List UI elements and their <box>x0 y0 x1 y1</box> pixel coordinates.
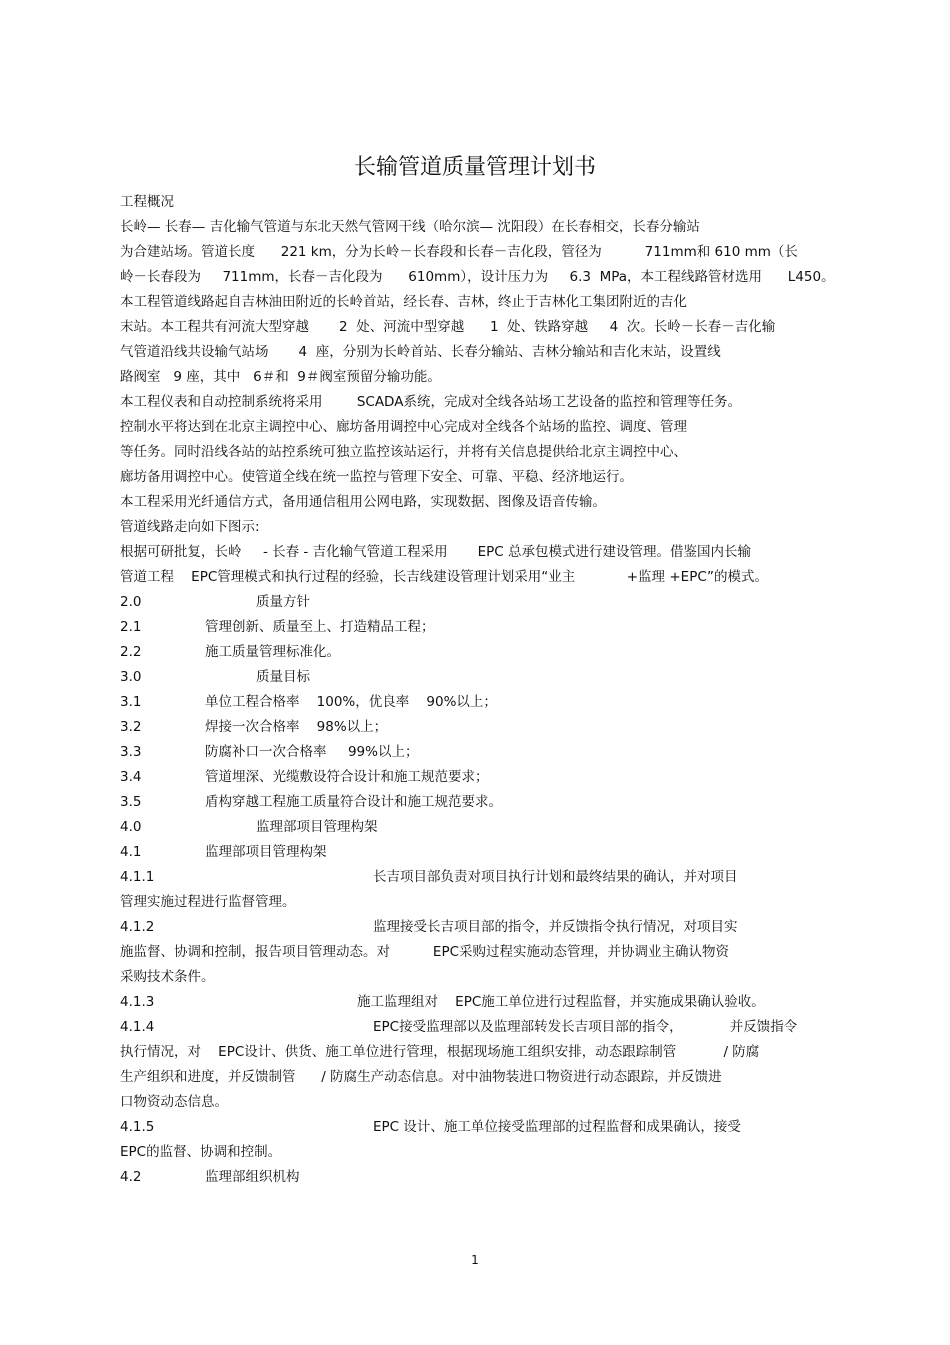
paragraph-line: 口物资动态信息。 <box>120 1094 228 1110</box>
paragraph-line: 等任务。同时沿线各站的站控系统可独立监控该站运行，并将有关信息提供给北京主调控中心、 <box>120 444 687 460</box>
section-number: 3.2 <box>120 719 142 735</box>
section-heading: 管道埋深、光缆敷设符合设计和施工规范要求； <box>205 769 489 785</box>
subsection-text: 监理接受长吉项目部的指令，并反馈指令执行情况，对项目实 <box>373 919 738 935</box>
section-heading: 质量目标 <box>256 669 310 685</box>
section-number: 4.0 <box>120 819 142 835</box>
paragraph-line: 根据可研批复，长岭 - 长春 - 吉化输气管道工程采用 EPC 总承包模式进行建设管理。借鉴国内长输 <box>120 544 751 560</box>
section-number: 2.0 <box>120 594 142 610</box>
paragraph-line: 管道线路走向如下图示: <box>120 519 260 535</box>
section-number: 3.1 <box>120 694 142 710</box>
section-heading: 单位工程合格率 100%，优良率 90%以上； <box>205 694 497 710</box>
paragraph-line: EPC的监督、协调和控制。 <box>120 1144 282 1160</box>
paragraph-line: 管道工程 EPC管理模式和执行过程的经验，长吉线建设管理计划采用“业主 +监理 +EPC”的模式。 <box>120 569 769 585</box>
section-heading: 焊接一次合格率 98%以上； <box>205 719 388 735</box>
section-number: 3.0 <box>120 669 142 685</box>
section-number: 4.2 <box>120 1169 142 1185</box>
subsection-text: 长吉项目部负责对项目执行计划和最终结果的确认，并对项目 <box>373 869 738 885</box>
section-number: 2.2 <box>120 644 142 660</box>
section-heading: 防腐补口一次合格率 99%以上； <box>205 744 419 760</box>
paragraph-line: 采购技术条件。 <box>120 969 215 985</box>
subsection-number: 4.1.2 <box>120 919 155 935</box>
paragraph-line: 岭－长春段为 711mm，长春－吉化段为 610mm），设计压力为 6.3 MPa，本工程线路管材选用 L450。 <box>120 269 835 285</box>
section-number: 3.3 <box>120 744 142 760</box>
paragraph-line: 末站。本工程共有河流大型穿越 2 处、河流中型穿越 1 处、铁路穿越 4 次。长岭－长春－吉化输 <box>120 319 776 335</box>
paragraph-line: 控制水平将达到在北京主调控中心、廊坊备用调控中心完成对全线各个站场的监控、调度、管理 <box>120 419 687 435</box>
subsection-number: 4.1.1 <box>120 869 155 885</box>
section-heading: 盾构穿越工程施工质量符合设计和施工规范要求。 <box>205 794 502 810</box>
section-heading: 监理部项目管理构架 <box>256 819 378 835</box>
paragraph-line: 执行情况，对 EPC设计、供货、施工单位进行管理，根据现场施工组织安排，动态跟踪制管 / 防腐 <box>120 1044 760 1060</box>
paragraph-line: 工程概况 <box>120 194 174 210</box>
paragraph-line: 本工程管道线路起自吉林油田附近的长岭首站，经长春、吉林，终止于吉林化工集团附近的吉化 <box>120 294 687 310</box>
paragraph-line: 施监督、协调和控制，报告项目管理动态。对 EPC采购过程实施动态管理，并协调业主确认物资 <box>120 944 730 960</box>
section-number: 4.1 <box>120 844 142 860</box>
document-title: 长输管道质量管理计划书 <box>353 155 596 180</box>
paragraph-line: 廊坊备用调控中心。使管道全线在统一监控与管理下安全、可靠、平稳、经济地运行。 <box>120 469 633 485</box>
paragraph-line: 长岭— 长春— 吉化输气管道与东北天然气管网干线（哈尔滨— 沈阳段）在长春相交，长春分输站 <box>120 219 700 235</box>
paragraph-line: 为合建站场。管道长度 221 km，分为长岭－长春段和长春－吉化段，管径为 711mm和 610 mm（长 <box>120 244 798 260</box>
subsection-number: 4.1.4 <box>120 1019 155 1035</box>
paragraph-line: 生产组织和进度，并反馈制管 / 防腐生产动态信息。对中油物装进口物资进行动态跟踪，并反馈进 <box>120 1069 722 1085</box>
section-number: 2.1 <box>120 619 142 635</box>
subsection-number: 4.1.5 <box>120 1119 155 1135</box>
paragraph-line: 管理实施过程进行监督管理。 <box>120 894 296 910</box>
paragraph-line: 路阀室 9 座，其中 6＃和 9＃阀室预留分输功能。 <box>120 369 441 385</box>
section-heading: 质量方针 <box>256 594 310 610</box>
section-heading: 管理创新、质量至上、打造精品工程； <box>205 619 435 635</box>
subsection-number: 4.1.3 <box>120 994 155 1010</box>
section-number: 3.5 <box>120 794 142 810</box>
section-heading: 监理部项目管理构架 <box>205 844 327 860</box>
subsection-text: 施工监理组对 EPC施工单位进行过程监督，并实施成果确认验收。 <box>357 994 765 1010</box>
section-number: 3.4 <box>120 769 142 785</box>
subsection-text: EPC 设计、施工单位接受监理部的过程监督和成果确认，接受 <box>373 1119 741 1135</box>
subsection-text: EPC接受监理部以及监理部转发长吉项目部的指令， 并反馈指令 <box>373 1019 798 1035</box>
paragraph-line: 本工程采用光纤通信方式，备用通信租用公网电路，实现数据、图像及语音传输。 <box>120 494 606 510</box>
section-heading: 监理部组织机构 <box>205 1169 300 1185</box>
section-heading: 施工质量管理标准化。 <box>205 644 340 660</box>
paragraph-line: 本工程仪表和自动控制系统将采用 SCADA系统，完成对全线各站场工艺设备的监控和管理等任务。 <box>120 394 741 410</box>
paragraph-line: 气管道沿线共设输气站场 4 座，分别为长岭首站、长春分输站、吉林分输站和吉化末站，设置线 <box>120 344 721 360</box>
page-number: 1 <box>471 1253 479 1267</box>
